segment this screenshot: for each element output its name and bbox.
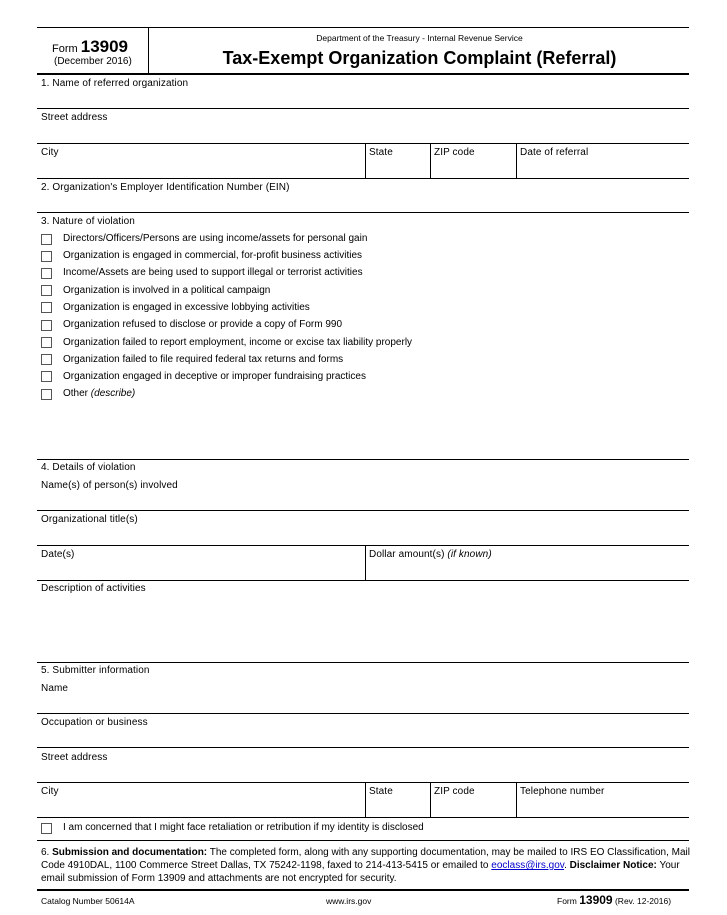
referred-street-label: Street address: [41, 112, 108, 123]
dollar-amount-text: Dollar amount(s): [369, 549, 445, 560]
option-tax-liability-label: Organization failed to report employment, income or excise tax liability properly: [63, 337, 413, 348]
header-bottom-rule: [37, 73, 689, 75]
footer-form-label: Form: [557, 896, 577, 906]
option-illegal-activities-label: Income/Assets are being used to support illegal or terrorist activities: [63, 267, 363, 278]
submitter-zip-divider: [516, 782, 517, 817]
department-name: Department of the Treasury - Internal Revenue Service: [316, 33, 523, 43]
violation-details-title: 4. Details of violation: [41, 462, 136, 473]
other-hint: (describe): [90, 388, 136, 399]
activities-description-field[interactable]: [37, 662, 689, 663]
option-personal-gain-label: Directors/Officers/Persons are using income/assets for personal gain: [63, 233, 368, 244]
persons-involved-label: Name(s) of person(s) involved: [41, 480, 178, 491]
footer-form-id: [557, 893, 671, 907]
form-label: Form: [52, 43, 78, 55]
checkbox-commercial[interactable]: [41, 251, 52, 262]
dates-label: Date(s): [41, 549, 75, 560]
submitter-city-divider: [365, 782, 366, 817]
persons-involved-field[interactable]: [37, 510, 689, 511]
submitter-city-label: City: [41, 786, 59, 797]
form-title: Tax-Exempt Organization Complaint (Referral): [222, 48, 617, 68]
retaliation-row-bottom: [37, 840, 689, 841]
referred-state-label: State: [369, 147, 393, 158]
option-lobbying-label: Organization is engaged in excessive lobbying activities: [63, 302, 310, 313]
referred-street-field[interactable]: [37, 143, 689, 144]
option-tax-returns-label: Organization failed to file required federal tax returns and forms: [63, 354, 344, 365]
referred-city-label: City: [41, 147, 59, 158]
form-id: [52, 37, 128, 57]
header-top-rule: [37, 27, 689, 28]
retaliation-label: I am concerned that I might face retaliation or retribution if my identity is disclosed: [63, 822, 424, 833]
checkbox-tax-returns[interactable]: [41, 354, 52, 365]
checkbox-other[interactable]: [41, 389, 52, 400]
form-date: (December 2016): [54, 56, 132, 67]
ein-label: 2. Organization's Employer Identification Number (EIN): [41, 182, 290, 193]
option-commercial-label: Organization is engaged in commercial, for-profit business activities: [63, 250, 363, 261]
submitter-name-field[interactable]: [37, 713, 689, 714]
violation-nature-title: 3. Nature of violation: [41, 216, 135, 227]
telephone-label: Telephone number: [520, 786, 605, 797]
footer-form-number: 13909: [579, 893, 613, 907]
catalog-number: Catalog Number 50614A: [41, 896, 135, 906]
submission-instructions: [41, 846, 691, 885]
footer-revision: (Rev. 12-2016): [614, 896, 672, 906]
org-titles-label: Organizational title(s): [41, 514, 138, 525]
checkbox-personal-gain[interactable]: [41, 234, 52, 245]
disclaimer-heading: Disclaimer Notice:: [569, 860, 657, 871]
checkbox-retaliation[interactable]: [41, 823, 52, 834]
occupation-label: Occupation or business: [41, 717, 148, 728]
referred-org-name-label: 1. Name of referred organization: [41, 78, 189, 89]
activities-description-label: Description of activities: [41, 583, 146, 594]
submitter-city-row-bottom[interactable]: [37, 817, 689, 818]
checkbox-form-990[interactable]: [41, 320, 52, 331]
submitter-name-label: Name: [41, 683, 69, 694]
submitter-state-label: State: [369, 786, 393, 797]
other-description-field-bottom[interactable]: [37, 459, 689, 460]
footer-rule: [37, 889, 689, 891]
option-form-990-label: Organization refused to disclose or provide a copy of Form 990: [63, 319, 343, 330]
submitter-info-title: 5. Submitter information: [41, 665, 150, 676]
org-titles-field[interactable]: [37, 545, 689, 546]
submission-text-2: .: [564, 860, 570, 871]
ein-field[interactable]: [37, 212, 689, 213]
irs-url[interactable]: www.irs.gov: [326, 896, 372, 906]
dollar-amount-label: [369, 549, 492, 560]
referred-zip-label: ZIP code: [434, 147, 475, 158]
option-political-campaign-label: Organization is involved in a political campaign: [63, 285, 271, 296]
disclaimer-text: Your email submission of Form 13909 and attachments are not encrypted for security.: [41, 860, 680, 884]
option-other-label: [63, 388, 135, 399]
dates-divider: [365, 545, 366, 580]
checkbox-tax-liability[interactable]: [41, 337, 52, 348]
dates-row-bottom[interactable]: [37, 580, 689, 581]
referred-city-row-bottom[interactable]: [37, 178, 689, 179]
other-text: Other: [63, 388, 89, 399]
referred-state-divider: [430, 143, 431, 178]
submission-text: The completed form, along with any supporting documentation, may be mailed to IRS EO Classification, Mail Code 4910DAL, 1100 Commerce Street Dallas, TX 75242-1198, faxed to 214-413-5415 or emailed to: [41, 847, 690, 871]
option-fundraising-label: Organization engaged in deceptive or improper fundraising practices: [63, 371, 366, 382]
checkbox-political-campaign[interactable]: [41, 285, 52, 296]
dollar-amount-hint: (if known): [447, 549, 492, 560]
checkbox-lobbying[interactable]: [41, 302, 52, 313]
referral-date-label: Date of referral: [520, 147, 589, 158]
header-divider: [148, 27, 149, 74]
submitter-zip-label: ZIP code: [434, 786, 475, 797]
submitter-street-field[interactable]: [37, 782, 689, 783]
form-number: 13909: [80, 37, 129, 56]
referred-zip-divider: [516, 143, 517, 178]
referred-org-name-field[interactable]: [37, 108, 689, 109]
email-link[interactable]: eoclass@irs.gov: [491, 860, 565, 871]
checkbox-illegal-activities[interactable]: [41, 268, 52, 279]
referred-city-divider: [365, 143, 366, 178]
section6-number: 6.: [41, 847, 50, 858]
submitter-state-divider: [430, 782, 431, 817]
submission-heading: Submission and documentation:: [52, 847, 208, 858]
checkbox-fundraising[interactable]: [41, 371, 52, 382]
submitter-street-label: Street address: [41, 752, 108, 763]
occupation-field[interactable]: [37, 747, 689, 748]
